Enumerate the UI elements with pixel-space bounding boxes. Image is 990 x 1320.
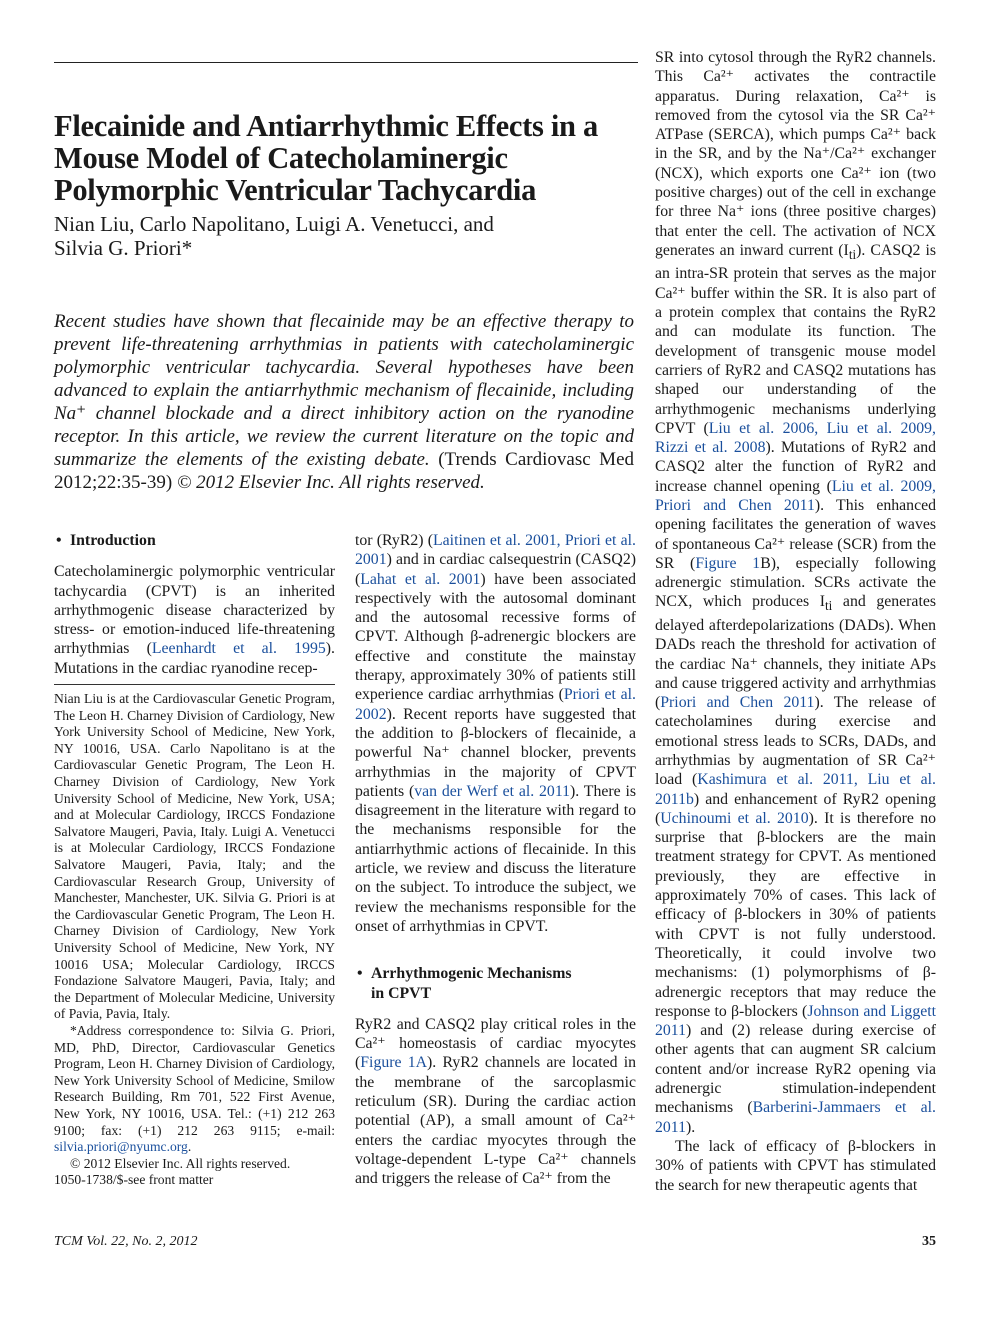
text-run: SR into cytosol through the RyR2 channels. This Ca²⁺ activates the contractile apparatus. During relaxation, Ca²⁺ is removed from the cytosol via the SR Ca²⁺ ATPase (SERCA), which pumps Ca²⁺ back in the SR, and by the Na⁺/Ca²⁺ exchanger (NCX), which exports one Ca²⁺ ion (two positive charges) out of the cell in exchange for three Na⁺ ions (three positive charges) that enter the cell. The activation of NCX generates an inward current (I xyxy=(655,49,936,259)
authors-line-2: Silvia G. Priori* xyxy=(54,236,193,260)
page-number: 35 xyxy=(922,1234,936,1249)
citation-link[interactable]: Kashimura et al. 2011, Liu et al. 2011b xyxy=(655,771,936,808)
column-2 xyxy=(355,531,636,1189)
citation-link[interactable]: Uchinoumi et al. 2010 xyxy=(660,809,809,827)
article-title: Flecainide and Antiarrhythmic Effects in a Mouse Model of Catecholaminergic Polymorphic Ventricular Tachycardia xyxy=(54,109,598,207)
heading-line-2: in CPVT xyxy=(371,984,432,1002)
abstract-text: Recent studies have shown that flecainide may be an effective therapy to prevent life-threatening arrhythmias in patients with catecholaminergic polymorphic ventricular tachycardia. Several hypotheses have been advanced to explain the antiarrhythmic mechanism of flecainide, including Na⁺ channel blockade and a direct inhibitory action on the ryanodine receptor. In this article, we review the current literature on the topic and summarize the elements of the existing debate. xyxy=(54,311,634,470)
text-run: . xyxy=(187,1139,192,1155)
copyright-line: © 2012 Elsevier Inc. All rights reserved. xyxy=(70,1155,291,1171)
section-heading-arrhythmogenic xyxy=(355,964,636,1003)
citation-link[interactable]: Liu et al. 2006, Liu et al. 2009, Rizzi et al. 2008 xyxy=(655,419,936,457)
text-run: ). It is therefore no surprise that β-blockers are the main treatment strategy for CPVT. As mentioned previously, they are effective in approximately 70% of cases. This lack of efficacy of β-blockers in 30% of patients with CPVT is not fully understood. Theoretically, it could involve two mechanisms: (1) polymorphisms of β-adrenergic receptors that may reduce the response to β-blockers ( xyxy=(655,809,936,1020)
author-list xyxy=(54,212,644,260)
text-run: *Address correspondence to: Silvia G. Priori, MD, PhD, Director, Cardiovascular Genetics Program, Leon H. Charney Division of Cardiology, New York University School of Medicine, Smilow Research Building, Rm 701, 522 First Avenue, New York, NY 10016, USA. Tel.: (+1) 212 263 9100; fax: (+1) 212 263 9115; e-mail: xyxy=(54,1022,335,1138)
text-run: RyR2 and CASQ2 play critical roles in the Ca²⁺ homeostasis of cardiac myocytes ( xyxy=(355,1015,636,1072)
intro-paragraph xyxy=(54,562,335,678)
citation-link[interactable]: Liu et al. 2009, Priori and Chen 2011 xyxy=(655,477,936,514)
text-run: ). Recent reports have suggested that the addition to β-blockers of flecainide, a powerful Na⁺ channel blocker, prevents arrhythmias in the majority of CPVT patients ( xyxy=(355,705,636,800)
heading-label: Introduction xyxy=(70,532,156,549)
abstract xyxy=(54,310,634,494)
citation-link[interactable]: Johnson and Liggett 2011 xyxy=(655,1002,937,1040)
text-run: ). The release of catecholamines during exercise and emotional stress leads to SCRs, DADs, and arrhythmias by augmentation of SR Ca²⁺ load ( xyxy=(655,694,936,789)
body-paragraph xyxy=(355,1015,636,1189)
column-3 xyxy=(655,48,936,1195)
text-run: ). RyR2 channels are located in the membrane of the sarcoplasmic reticulum (SR). During the cardiac action potential (AP), a small amount of Ca²⁺ enters the cardiac myocytes through the voltage-dependent L-type Ca²⁺ channels and triggers the release of Ca²⁺ from the xyxy=(355,1054,636,1188)
column-1 xyxy=(54,531,335,1189)
citation-link[interactable]: Leenhardt et al. 1995 xyxy=(151,640,326,658)
subscript: ti xyxy=(825,598,833,614)
text-run: tor (RyR2) ( xyxy=(355,532,434,549)
citation-link[interactable]: Priori and Chen 2011 xyxy=(660,694,815,712)
subscript: ti xyxy=(848,247,857,263)
text-run: ) and enhancement of RyR2 opening ( xyxy=(655,790,936,827)
text-run: ) and in cardiac calsequestrin (CASQ2) ( xyxy=(355,551,636,588)
text-run: ). Mutations in the cardiac ryanodine recep- xyxy=(54,640,335,677)
text-run: ). Mutations of RyR2 and CASQ2 alter the function of RyR2 and increase channel opening ( xyxy=(655,439,936,495)
top-rule xyxy=(54,62,638,63)
citation-link[interactable]: Lahat et al. 2001 xyxy=(360,570,481,588)
journal-footer: TCM Vol. 22, No. 2, 2012 xyxy=(54,1234,198,1249)
citation-link[interactable]: Barberini-Jammaers et al. 2011 xyxy=(655,1099,936,1136)
affiliation-text: Nian Liu is at the Cardiovascular Genetic Program, The Leon H. Charney Division of Cardiology, New York University School of Medicine, New York, NY 10016, USA. Carlo Napolitano is at the Cardiovascular Genetic Program, The Leon H. Charney Division of Cardiology, New York University School of Medicine, New York, USA; and at Molecular Cardiology, IRCCS Fondazione Salvatore Maugeri, Pavia, Italy. Luigi A. Venetucci is at Molecular Cardiology, IRCCS Fondazione Salvatore Maugeri, Pavia, Italy; and the Cardiovascular Research Group, University of Manchester, Manchester, UK. Silvia G. Priori is at the Cardiovascular Genetic Program, The Leon H. Charney Division of Cardiology, New York University School of Medicine, New York, NY 10016 USA; Molecular Cardiology, IRCCS Fondazione Salvatore Maugeri, Pavia, Italy; and the Department of Molecular Medicine, University of Pavia, Pavia, Italy. xyxy=(54,691,335,1022)
text-run: ). xyxy=(686,1118,696,1136)
body-paragraph: The lack of efficacy of β-blockers in 30% of patients with CPVT has stimulated the search for new therapeutic agents that xyxy=(655,1137,936,1194)
citation-link[interactable]: Laitinen et al. 2001, Priori et al. 2001 xyxy=(355,532,637,569)
affiliations-footnote xyxy=(54,684,335,1189)
figure-link[interactable]: Figure 1A xyxy=(360,1054,428,1072)
text-run: and generates delayed afterdepolarizations (DADs). When DADs reach the threshold for activation of the cardiac Na⁺ channels, they initiate APs and cause triggered activity and arrhythmias ( xyxy=(655,593,936,712)
text-run: Catecholaminergic polymorphic ventricular tachycardia (CPVT) is an inherited arrhythmogenic disease characterized by stress- or emotion-induced life-threatening arrhythmias ( xyxy=(54,563,335,658)
text-run: ) have been associated respectively with the autosomal dominant and the autosomal recessive forms of CPVT. Although β-adrenergic blockers are effective and constitute the mainstay therapy, approximately 30% of patients still experience cardiac arrhythmias ( xyxy=(355,570,636,704)
email-link[interactable]: silvia.priori@nyumc.org xyxy=(54,1139,188,1155)
citation-link[interactable]: van der Werf et al. 2011 xyxy=(414,782,571,800)
text-run: ). CASQ2 is an intra-SR protein that serves as the major Ca²⁺ buffer within the SR. It is also part of a protein complex that contains the RyR2 and can modulate its function. The development of transgenic mouse model carriers of RyR2 and CASQ2 mutations has shaped our understanding of the arrhythmogenic mechanisms underlying CPVT ( xyxy=(655,241,936,437)
bullet-icon: • xyxy=(357,965,363,983)
authors-line-1: Nian Liu, Carlo Napolitano, Luigi A. Venetucci, and xyxy=(54,212,494,236)
section-heading-introduction xyxy=(54,531,335,550)
correspondence-text xyxy=(54,1023,335,1156)
body-paragraph xyxy=(655,48,936,1137)
text-run: B), especially following adrenergic stimulation. SCRs activate the NCX, which produces I xyxy=(655,554,936,611)
citation-link[interactable]: Priori et al. 2002 xyxy=(355,686,636,723)
issn-line: 1050-1738/$-see front matter xyxy=(54,1172,214,1188)
text-run: ) and (2) release during exercise of other agents that can augment SR calcium content and/or increase RyR2 opening via adrenergic stimulation-independent mechanisms ( xyxy=(655,1022,936,1117)
abstract-citation: (Trends Cardiovasc Med 2012;22:35-39) xyxy=(54,449,634,493)
body-paragraph xyxy=(355,531,636,936)
text-run: ). There is disagreement in the literature with regard to the mechanisms responsible for the antiarrhythmic actions of flecainide. In this article, we review and discuss the literature on the subject. To introduce the subject, we review the mechanisms responsible for the onset of arrhythmias in CPVT. xyxy=(355,782,637,935)
bullet-icon: • xyxy=(56,532,62,549)
figure-link[interactable]: Figure 1 xyxy=(695,554,761,572)
abstract-copyright: © 2012 Elsevier Inc. All rights reserved. xyxy=(176,472,485,493)
text-run: ). This enhanced opening facilitates the generation of waves of spontaneous Ca²⁺ release (SCR) from the SR ( xyxy=(655,496,937,572)
heading-line-1: Arrhythmogenic Mechanisms xyxy=(371,965,572,983)
